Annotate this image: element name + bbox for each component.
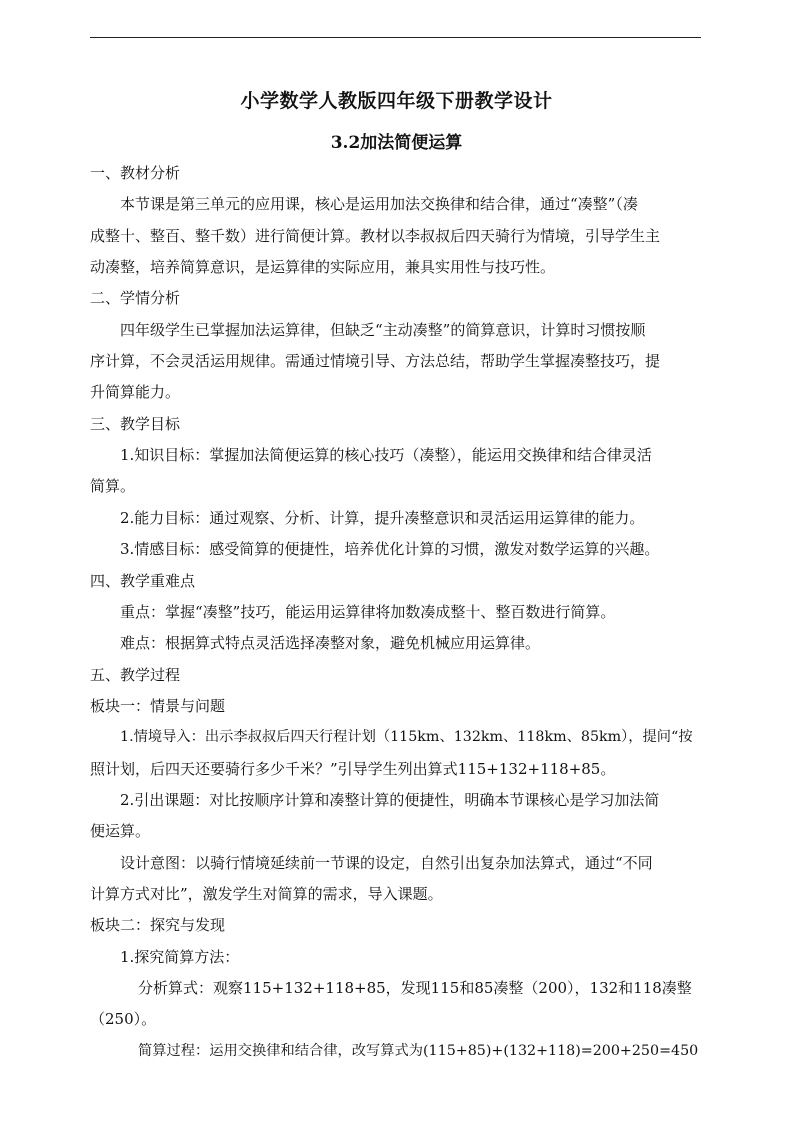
paragraph-line: 四年级学生已掌握加法运算律，但缺乏“主动凑整”的简算意识，计算时习惯按顺 <box>120 321 646 339</box>
paragraph-line: 简算。 <box>90 477 136 495</box>
paragraph-line: 成整十、整百、整千数）进行简便计算。教材以李叔叔后四天骑行为情境，引导学生主 <box>90 227 661 245</box>
paragraph-line: 照计划，后四天还要骑行多少千米？”引导学生列出算式115+132+118+85。 <box>90 760 616 778</box>
paragraph-line: 3.情感目标：感受简算的便捷性，培养优化计算的习惯，激发对数学运算的兴趣。 <box>120 540 660 558</box>
paragraph-line: 动凑整，培养简算意识，是运算律的实际应用，兼具实用性与技巧性。 <box>90 258 556 276</box>
paragraph-line: 升简算能力。 <box>90 383 181 401</box>
document-subtitle: 3.2加法简便运算 <box>330 133 463 153</box>
paragraph-line: 1.探究简算方法： <box>120 948 240 966</box>
paragraph-line: 分析算式：观察115+132+118+85，发现115和85凑整（200），132和118凑整 <box>138 979 692 997</box>
header-rule <box>90 37 701 38</box>
paragraph-line: 2.引出课题：对比按顺序计算和凑整计算的便捷性，明确本节课核心是学习加法简 <box>120 791 660 809</box>
paragraph-line: 难点：根据算式特点灵活选择凑整对象，避免机械应用运算律。 <box>120 634 541 652</box>
paragraph-line: 2.能力目标：通过观察、分析、计算，提升凑整意识和灵活运用运算律的能力。 <box>120 509 645 527</box>
paragraph-line: （250）。 <box>90 1010 157 1028</box>
paragraph-line: 重点：掌握“凑整”技巧，能运用运算律将加数凑成整十、整百数进行简算。 <box>120 603 616 621</box>
section-heading-teaching-goals: 三、教学目标 <box>90 415 181 433</box>
paragraph-line: 计算方式对比”，激发学生对简算的需求，导入课题。 <box>90 885 443 903</box>
paragraph-line: 序计算，不会灵活运用规律。需通过情境引导、方法总结，帮助学生掌握凑整技巧，提 <box>90 352 661 370</box>
paragraph-line: 1.知识目标：掌握加法简便运算的核心技巧（凑整），能运用交换律和结合律灵活 <box>120 446 652 464</box>
section-heading-teaching-process: 五、教学过程 <box>90 666 181 684</box>
block-heading-2: 板块二：探究与发现 <box>90 916 226 934</box>
block-heading-1: 板块一：情景与问题 <box>90 697 226 715</box>
paragraph-line: 设计意图：以骑行情境延续前一节课的设定，自然引出复杂加法算式，通过“不同 <box>120 854 653 872</box>
paragraph-line: 本节课是第三单元的应用课，核心是运用加法交换律和结合律，通过“凑整”（凑 <box>120 195 638 213</box>
section-heading-student-analysis: 二、学情分析 <box>90 289 181 307</box>
document-title: 小学数学人教版四年级下册教学设计 <box>240 90 553 112</box>
section-heading-textbook-analysis: 一、教材分析 <box>90 164 181 182</box>
paragraph-line: 简算过程：运用交换律和结合律，改写算式为(115+85)+(132+118)=200+250=450 <box>138 1043 699 1059</box>
section-heading-key-points: 四、教学重难点 <box>90 572 196 590</box>
paragraph-line: 便运算。 <box>90 822 151 840</box>
paragraph-line: 1.情境导入：出示李叔叔后四天行程计划（115km、132km、118km、85km），提问“按 <box>120 729 693 745</box>
